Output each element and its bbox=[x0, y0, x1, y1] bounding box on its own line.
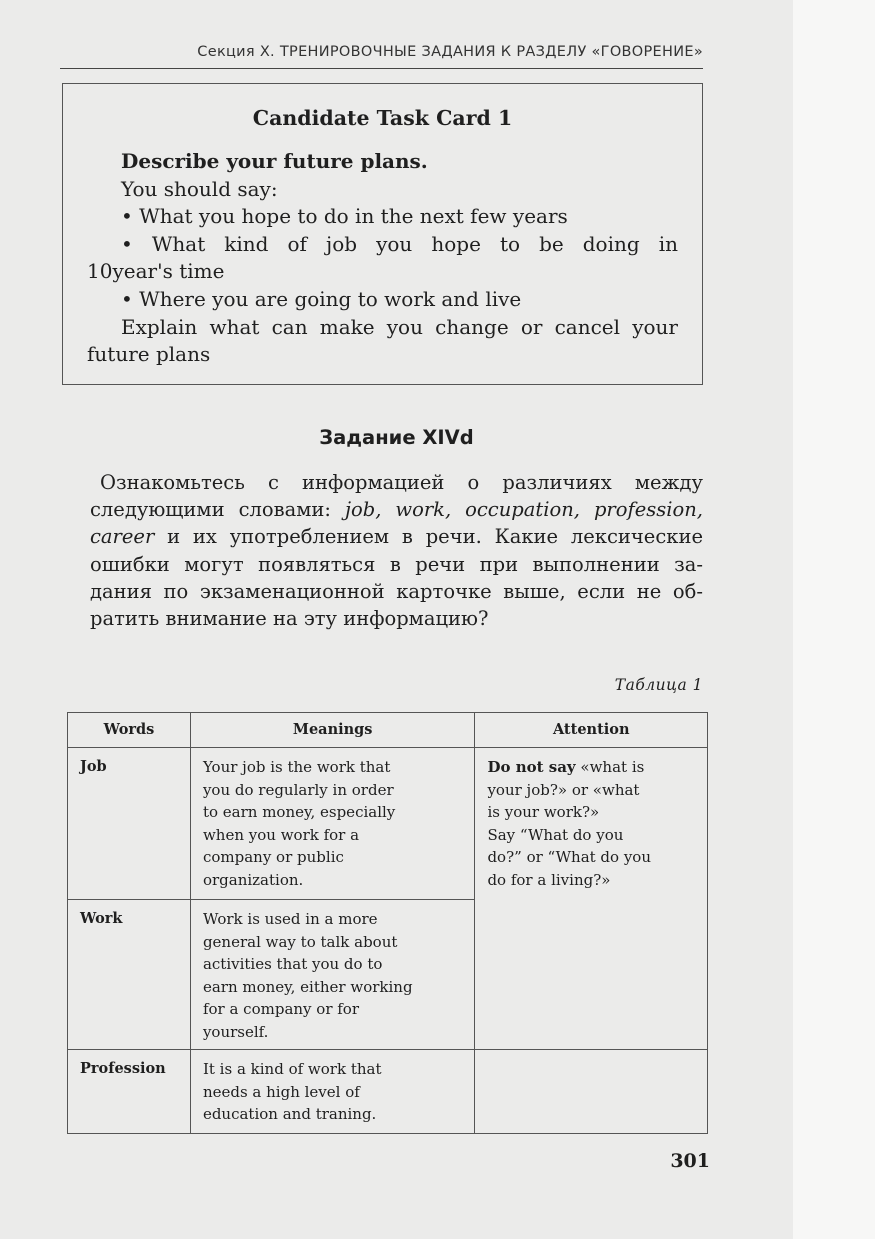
table-header-row bbox=[68, 713, 708, 748]
meaning-line: It is a kind of work that bbox=[202, 1060, 382, 1078]
meaning-line: to earn money, especially bbox=[202, 803, 396, 821]
task-card-bullet: • What you hope to do in the next few years bbox=[121, 204, 568, 229]
paragraph-text: и их употреблением в речи. Какие лексические bbox=[167, 525, 703, 549]
meaning-line: Work is used in a more bbox=[202, 910, 378, 928]
paragraph-line: ошибки могут появляться в речи при выполнении за- bbox=[90, 552, 703, 576]
paragraph-line bbox=[90, 496, 703, 523]
header-rule bbox=[60, 68, 703, 69]
task-card-bullet: • Where you are going to work and live bbox=[121, 286, 522, 311]
attention-text: «what is bbox=[575, 758, 645, 776]
word-cell: Work bbox=[68, 900, 191, 1050]
instructions-paragraph bbox=[90, 469, 703, 632]
paragraph-line: дания по экзаменационной карточке выше, если не об- bbox=[90, 579, 703, 603]
task-card bbox=[62, 83, 703, 385]
running-header: Секция X. ТРЕНИРОВОЧНЫЕ ЗАДАНИЯ К РАЗДЕЛУ «ГОВОРЕНИЕ» bbox=[197, 44, 703, 60]
meaning-line: Your job is the work that bbox=[202, 758, 391, 776]
section-title: Задание XIVd bbox=[319, 426, 474, 449]
meaning-line: education and traning. bbox=[202, 1105, 377, 1123]
attention-line: do for a living?» bbox=[487, 870, 611, 889]
column-header: Attention bbox=[475, 713, 708, 748]
task-card-should-say: You should say: bbox=[121, 176, 278, 201]
meaning-cell bbox=[190, 900, 475, 1050]
meaning-line: needs a high level of bbox=[202, 1082, 360, 1101]
words-table bbox=[67, 712, 708, 1134]
meaning-line: activities that you do to bbox=[202, 955, 383, 973]
word-cell: Profession bbox=[68, 1050, 191, 1134]
page-number: 301 bbox=[670, 1150, 710, 1172]
column-header: Meanings bbox=[190, 713, 475, 748]
meaning-line: organization. bbox=[202, 870, 304, 889]
task-card-bullet: • What kind of job you hope to be doing in bbox=[121, 231, 678, 256]
attention-cell-empty bbox=[475, 1050, 708, 1134]
meaning-line: for a company or for bbox=[202, 1000, 360, 1018]
word-cell: Job bbox=[68, 748, 191, 900]
meaning-line: earn money, either working bbox=[202, 977, 413, 996]
attention-line: is your work?» bbox=[487, 803, 600, 821]
attention-cell bbox=[475, 748, 708, 1050]
attention-line: your job?» or «what bbox=[487, 780, 640, 799]
meaning-line: you do regularly in order bbox=[202, 780, 394, 799]
table-row bbox=[68, 1050, 708, 1134]
task-card-explain-continuation: future plans bbox=[87, 342, 211, 367]
attention-bold: Do not say bbox=[487, 758, 576, 776]
meaning-line: yourself. bbox=[202, 1022, 269, 1041]
meaning-line: company or public bbox=[202, 848, 344, 866]
attention-line bbox=[487, 756, 695, 779]
task-card-body bbox=[87, 148, 678, 369]
attention-line: Say “What do you bbox=[487, 825, 624, 844]
meaning-line: general way to talk about bbox=[202, 932, 398, 951]
meaning-cell bbox=[190, 1050, 475, 1134]
scan-margin bbox=[793, 0, 875, 1239]
paragraph-line: ратить внимание на эту информацию? bbox=[90, 607, 489, 631]
task-card-heading: Describe your future plans. bbox=[121, 149, 428, 173]
task-card-bullet-continuation: 10year's time bbox=[87, 259, 225, 284]
paragraph-text: следующими словами: bbox=[90, 498, 331, 522]
paragraph-italic-term: career bbox=[90, 525, 155, 549]
column-header: Words bbox=[68, 713, 191, 748]
paragraph-line: Ознакомьтесь с информацией о различиях между bbox=[100, 471, 703, 494]
paragraph-line bbox=[90, 523, 703, 550]
table-row bbox=[68, 748, 708, 900]
task-card-title: Candidate Task Card 1 bbox=[252, 106, 513, 130]
table-label: Таблица 1 bbox=[614, 676, 703, 694]
task-card-explain: Explain what can make you change or cancel your bbox=[121, 314, 678, 339]
attention-line: do?” or “What do you bbox=[487, 848, 652, 866]
meaning-cell bbox=[190, 748, 475, 900]
meaning-line: when you work for a bbox=[202, 825, 360, 844]
paragraph-italic-terms: job, work, occupation, profession, bbox=[344, 498, 703, 522]
